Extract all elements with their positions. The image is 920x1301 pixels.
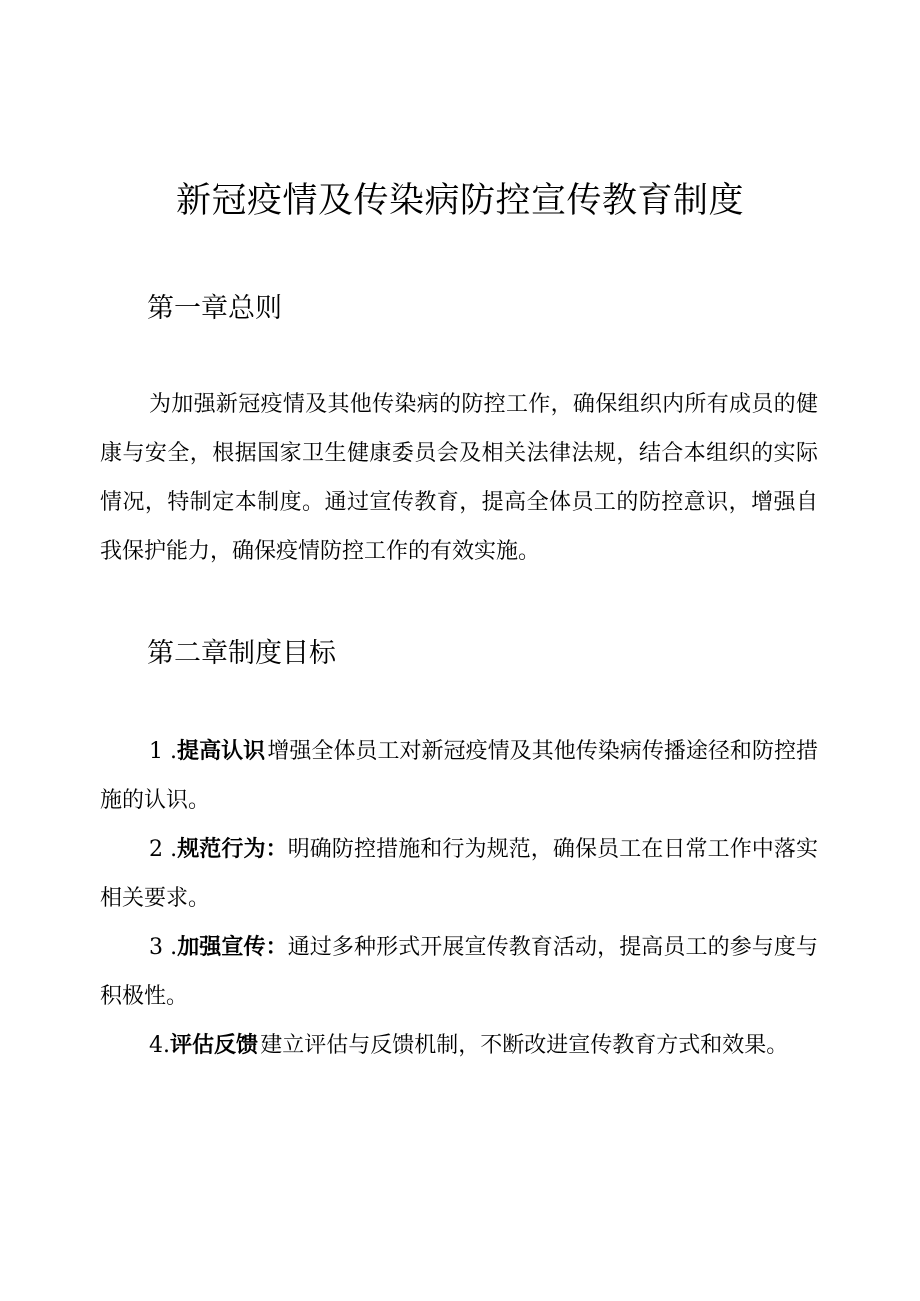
goal-number: 4. — [149, 1033, 170, 1058]
goal-item-3 — [100, 923, 818, 1021]
goal-number: 1 . — [149, 739, 178, 764]
goal-term: 加强宣传： — [177, 935, 288, 960]
document-title: 新冠疫情及传染病防控宣传教育制度 — [175, 181, 744, 221]
goal-text: 增强全体员工对新冠疫情及其他传染病传播途径和防控措施的认识。 — [100, 739, 818, 813]
goal-term: 规范行为： — [177, 837, 288, 862]
chapter-1-paragraph: 为加强新冠疫情及其他传染病的防控工作，确保组织内所有成员的健康与安全，根据国家卫生健康委员会及相关法律法规，结合本组织的实际情况，特制定本制度。通过宣传教育，提高全体员工的防控意识，增强自我保护能力，确保疫情防控工作的有效实施。 — [100, 392, 818, 564]
goal-text: 建立评估与反馈机制，不断改进宣传教育方式和效果。 — [260, 1033, 789, 1058]
goal-number: 2 . — [149, 837, 178, 862]
goal-item-2 — [100, 825, 818, 923]
goal-item-1 — [100, 727, 818, 825]
goal-term: 提高认识 — [177, 739, 266, 764]
goal-item-4 — [100, 1021, 818, 1070]
goal-term: 评估反馈 — [170, 1033, 259, 1058]
chapter-2-heading: 第二章制度目标 — [147, 638, 336, 669]
goal-text: 通过多种形式开展宣传教育活动，提高员工的参与度与积极性。 — [100, 935, 818, 1009]
goal-number: 3 . — [149, 935, 178, 960]
goal-text: 明确防控措施和行为规范，确保员工在日常工作中落实相关要求。 — [100, 837, 818, 911]
chapter-1-heading: 第一章总则 — [147, 293, 282, 324]
